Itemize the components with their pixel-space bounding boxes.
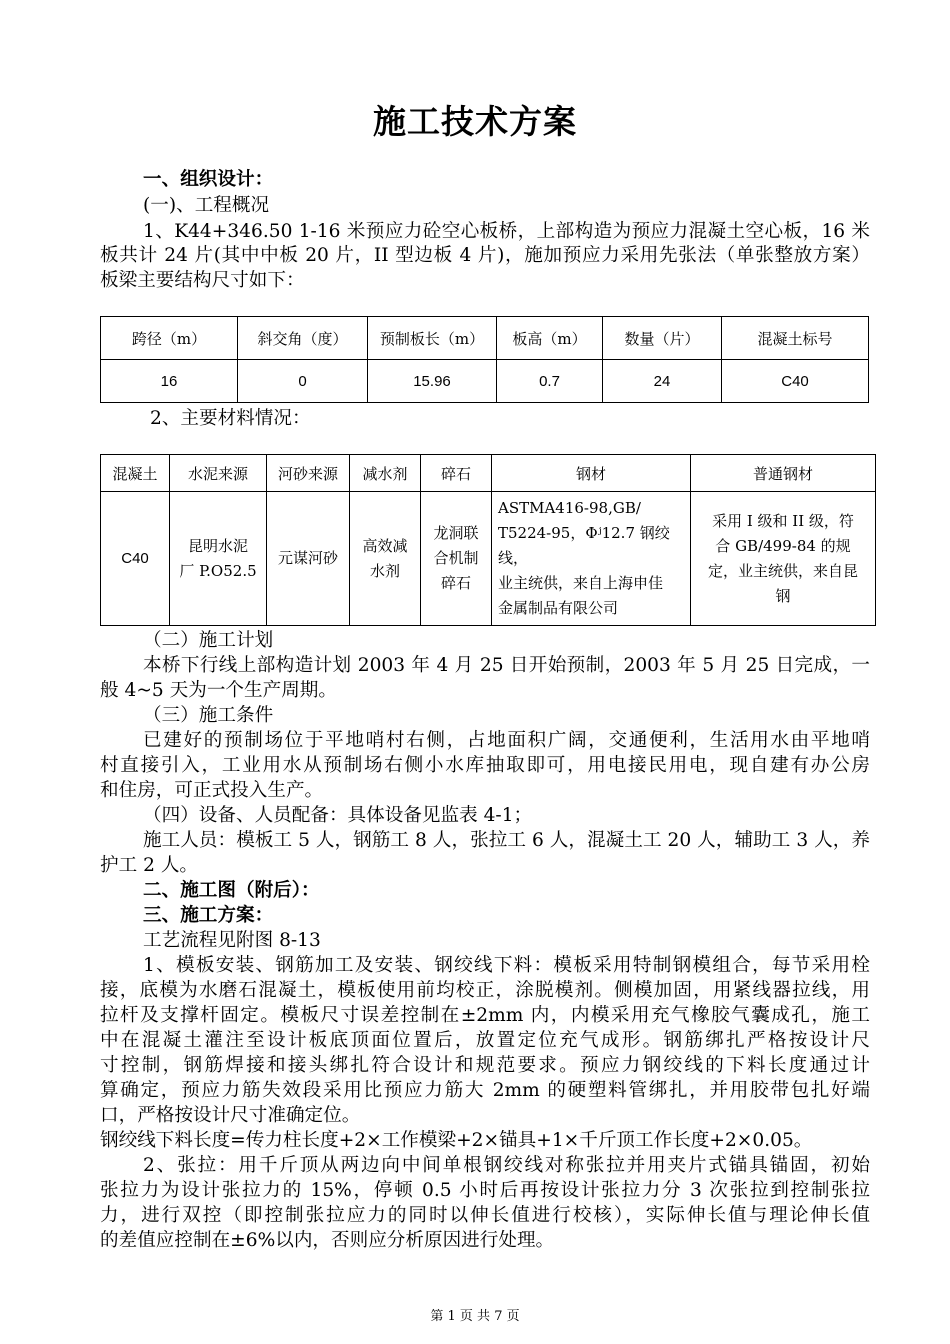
table-cell [170, 492, 267, 626]
table-header-row [101, 317, 869, 360]
table-header-cell: 碎石 [421, 455, 492, 492]
table-header-cell: 普通钢材 [691, 455, 876, 492]
table-header-cell: 河砂来源 [267, 455, 350, 492]
paragraph-line: 1、模板安装、钢筋加工及安装、钢绞线下料：模板采用特制钢模组合，每节采用栓 [143, 955, 870, 976]
cell-line: 合 GB/499-84 的规 [715, 536, 851, 555]
page-footer: 第 1 页 共 7 页 [430, 1309, 520, 1324]
paragraph-line: 般 4~5 天为一个生产周期。 [100, 680, 337, 701]
paragraph-line: 力，进行双控（即控制张拉应力的同时以伸长值进行校核），实际伸长值与理论伸长值 [100, 1205, 870, 1226]
table-cell: 16 [101, 360, 238, 403]
subsection-overview: (一)、工程概况 [143, 195, 270, 216]
table-cell: 0 [238, 360, 368, 403]
cell-line: 业主统供，来自上海申佳 [498, 574, 664, 592]
subsection-equipment: （四）设备、人员配备：具体设备见监表 4-1； [143, 805, 533, 826]
table-cell: 0.7 [497, 360, 603, 403]
paragraph-line: 1、K44+346.50 1-16 米预应力砼空心板桥，上部构造为预应力混凝土空心板，16 米 [143, 221, 870, 242]
cell-line: 定，业主统供，来自昆 [707, 561, 858, 580]
table-header-cell: 板高（m） [497, 317, 603, 360]
table-cell [691, 492, 876, 626]
cell-line: 采用 I 级和 II 级，符 [712, 511, 854, 530]
cell-line: 金属制品有限公司 [498, 599, 619, 617]
page-title: 施工技术方案 [373, 102, 577, 141]
table-header-row [101, 455, 876, 492]
cell-line: 合机制 [433, 549, 479, 567]
table-header-cell: 减水剂 [350, 455, 421, 492]
cell-line: 昆明水泥 [187, 536, 248, 555]
subsection-conditions: （三）施工条件 [143, 705, 274, 726]
section-1-heading: 一、组织设计： [143, 169, 274, 190]
cell-line: T5224-95，Φʲ12.7 钢绞线， [498, 524, 670, 567]
paragraph-line: 工艺流程见附图 8-13 [143, 930, 321, 951]
paragraph-line: 的差值应控制在±6%以内，否则应分析原因进行处理。 [100, 1230, 555, 1251]
cell-line: 碎石 [440, 574, 471, 592]
cell-line: 厂 P.O52.5 [179, 561, 257, 580]
cell-line: 高效减 [362, 536, 408, 555]
paragraph-line: 护工 2 人。 [100, 855, 199, 876]
paragraph-line: 中在混凝土灌注至设计板底顶面位置后，放置定位充气成形。钢筋绑扎严格按设计尺 [100, 1030, 870, 1051]
table-header-cell: 数量（片） [603, 317, 722, 360]
table-cell: 元谋河砂 [267, 492, 350, 626]
table-header-cell: 混凝土 [101, 455, 170, 492]
section-2-heading: 二、施工图（附后）： [143, 880, 320, 901]
paragraph-line: 接，底模为水磨石混凝土，模板使用前均校正，涂脱模剂。侧模加固，用紧线器拉线，用 [100, 980, 870, 1001]
paragraph-line: 村直接引入，工业用水从预制场右侧小水库抽取即可，用电接民用电，现自建有办公房 [100, 755, 870, 776]
table-header-cell: 预制板长（m） [368, 317, 497, 360]
table-header-cell: 斜交角（度） [238, 317, 368, 360]
table-cell: 24 [603, 360, 722, 403]
materials-table [100, 454, 876, 626]
paragraph-line: 和住房，可正式投入生产。 [100, 780, 324, 801]
paragraph-line: 张拉力为设计张拉力的 15%，停顿 0.5 小时后再按设计张拉力分 3 次张拉到控制张拉 [100, 1180, 870, 1201]
table-header-cell: 钢材 [492, 455, 691, 492]
table-header-cell: 跨径（m） [101, 317, 238, 360]
cell-line: 钢 [775, 586, 791, 605]
table-cell: C40 [722, 360, 869, 403]
table-row [101, 360, 869, 403]
paragraph-line: 拉杆及支撑杆固定。模板尺寸误差控制在±2mm 内，内模采用充气橡胶气囊成孔，施工 [100, 1005, 870, 1026]
paragraph-line: 板共计 24 片(其中中板 20 片，II 型边板 4 片)，施加预应力采用先张法（单张整放方案） [100, 245, 870, 266]
paragraph-line: 已建好的预制场位于平地哨村右侧，占地面积广阔，交通便利，生活用水由平地哨 [143, 730, 870, 751]
table-cell: C40 [101, 492, 170, 626]
paragraph-line: 板梁主要结构尺寸如下： [100, 270, 305, 291]
structure-dimensions-table [100, 316, 869, 403]
paragraph-line: 寸控制，钢筋焊接和接头绑扎符合设计和规范要求。预应力钢绞线的下料长度通过计 [100, 1055, 870, 1076]
table-row [101, 492, 876, 626]
paragraph-line: 施工人员：模板工 5 人，钢筋工 8 人，张拉工 6 人，混凝土工 20 人，辅助工 3 人，养 [143, 830, 870, 851]
paragraph-line: 2、主要材料情况： [150, 408, 311, 429]
table-cell: 15.96 [368, 360, 497, 403]
table-cell [492, 492, 691, 626]
paragraph-line: 口，严格按设计尺寸准确定位。 [100, 1105, 361, 1126]
paragraph-line: 2、张拉：用千斤顶从两边向中间单根钢绞线对称张拉并用夹片式锚具锚固，初始 [143, 1155, 870, 1176]
paragraph-line: 算确定，预应力筋失效段采用比预应力筋大 2mm 的硬塑料管绑扎，并用胶带包扎好端 [100, 1080, 870, 1101]
cell-line: 龙洞联 [433, 524, 479, 542]
section-3-heading: 三、施工方案： [143, 905, 274, 926]
formula-line: 钢绞线下料长度=传力柱长度+2×工作模梁+2×锚具+1×千斤顶工作长度+2×0.05。 [100, 1130, 813, 1151]
subsection-plan: （二）施工计划 [143, 630, 274, 651]
cell-line: 水剂 [369, 561, 400, 580]
paragraph-line: 本桥下行线上部构造计划 2003 年 4 月 25 日开始预制，2003 年 5 月 25 日完成，一 [143, 655, 870, 676]
cell-line: ASTMA416-98,GB/ [498, 499, 641, 517]
table-header-cell: 水泥来源 [170, 455, 267, 492]
table-header-cell: 混凝土标号 [722, 317, 869, 360]
table-cell [421, 492, 492, 626]
table-cell [350, 492, 421, 626]
